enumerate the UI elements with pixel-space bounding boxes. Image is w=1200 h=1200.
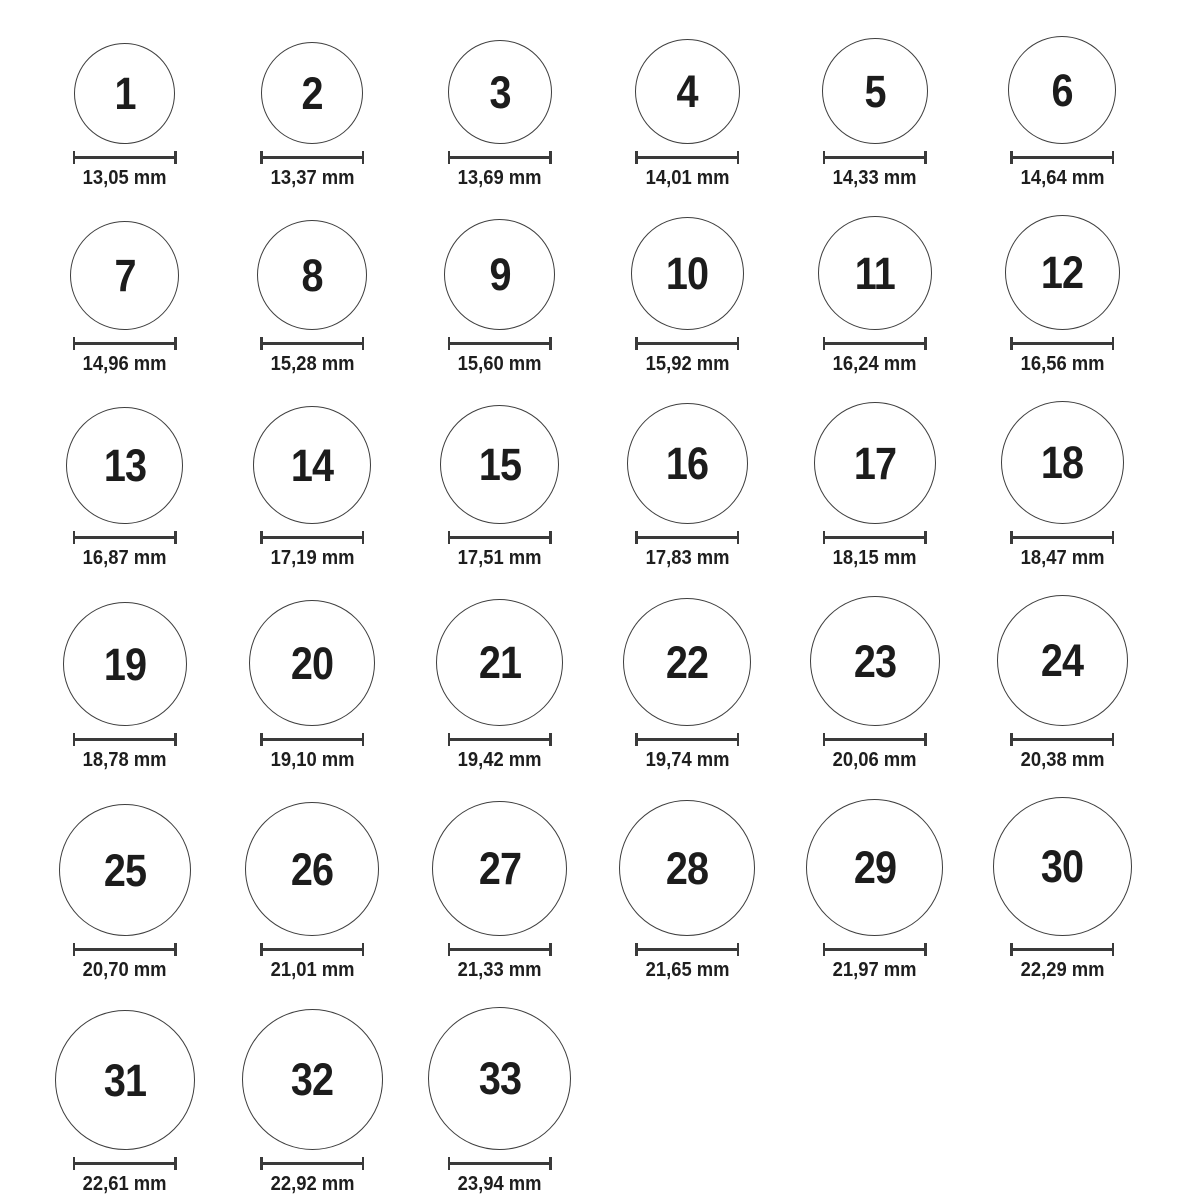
diameter-label: 20,38 mm xyxy=(1020,749,1105,771)
ring-size-number: 25 xyxy=(103,844,146,896)
ring-size-cell xyxy=(969,595,1157,771)
diameter-label: 13,37 mm xyxy=(270,167,355,189)
diameter-label: 22,29 mm xyxy=(1020,959,1105,981)
ring-size-number: 24 xyxy=(1041,635,1084,686)
ring-size-number: 15 xyxy=(478,439,521,490)
ring-size-cell xyxy=(219,406,407,569)
ring-size-number: 5 xyxy=(864,65,886,117)
measure-bar xyxy=(448,156,552,159)
ring-circle xyxy=(257,220,367,330)
ring-size-cell xyxy=(219,42,407,189)
measure-tick-left xyxy=(635,151,638,164)
measure-tick-right xyxy=(924,733,927,746)
diameter-label: 15,60 mm xyxy=(457,353,542,375)
ring-size-number: 12 xyxy=(1041,247,1084,298)
ring-size-cell xyxy=(406,40,594,189)
ring-size-number: 4 xyxy=(676,66,698,117)
ring-size-number: 7 xyxy=(114,250,136,301)
ring-size-cell xyxy=(31,1010,219,1195)
ring-circle xyxy=(1008,36,1116,144)
ring-size-cell xyxy=(781,402,969,569)
ring-size-number: 2 xyxy=(301,67,323,119)
ring-size-number: 22 xyxy=(666,636,709,688)
ring-size-cell xyxy=(31,221,219,375)
diameter-measure-line xyxy=(260,337,364,350)
measure-tick-right xyxy=(174,733,177,746)
ring-size-cell xyxy=(594,800,782,981)
diameter-measure-line xyxy=(635,151,739,164)
measure-tick-right xyxy=(362,151,365,164)
diameter-label: 18,15 mm xyxy=(832,547,917,569)
ring-circle xyxy=(448,40,552,144)
measure-tick-left xyxy=(635,733,638,746)
ring-size-number: 32 xyxy=(291,1054,334,1105)
ring-circle xyxy=(993,797,1132,936)
ring-circle xyxy=(63,602,187,726)
measure-tick-right xyxy=(549,733,552,746)
ring-size-cell xyxy=(594,217,782,375)
measure-tick-left xyxy=(260,531,263,544)
measure-bar xyxy=(1010,342,1114,345)
diameter-measure-line xyxy=(1010,337,1114,350)
diameter-label: 20,06 mm xyxy=(832,749,917,771)
chart-row xyxy=(31,36,1200,189)
ring-circle xyxy=(66,407,183,524)
measure-tick-right xyxy=(737,943,740,956)
ring-circle xyxy=(428,1007,571,1150)
ring-circle xyxy=(70,221,179,330)
measure-bar xyxy=(260,342,364,345)
diameter-label: 17,51 mm xyxy=(457,547,542,569)
diameter-measure-line xyxy=(823,943,927,956)
measure-tick-right xyxy=(1112,151,1115,164)
measure-bar xyxy=(1010,156,1114,159)
diameter-measure-line xyxy=(73,531,177,544)
diameter-label: 13,05 mm xyxy=(82,167,167,189)
measure-tick-left xyxy=(73,733,76,746)
measure-tick-left xyxy=(1010,531,1013,544)
measure-bar xyxy=(73,738,177,741)
measure-tick-left xyxy=(823,531,826,544)
ring-size-cell xyxy=(406,599,594,771)
measure-bar xyxy=(448,536,552,539)
measure-tick-right xyxy=(362,531,365,544)
diameter-measure-line xyxy=(260,943,364,956)
diameter-measure-line xyxy=(823,151,927,164)
measure-bar xyxy=(823,738,927,741)
measure-tick-right xyxy=(1112,531,1115,544)
measure-tick-left xyxy=(1010,943,1013,956)
diameter-measure-line xyxy=(448,733,552,746)
ring-circle xyxy=(818,216,932,330)
ring-circle xyxy=(623,598,751,726)
diameter-label: 21,65 mm xyxy=(645,959,730,981)
measure-tick-left xyxy=(448,1157,451,1170)
measure-tick-right xyxy=(362,943,365,956)
ring-circle xyxy=(444,219,555,330)
ring-circle xyxy=(253,406,371,524)
measure-tick-right xyxy=(737,151,740,164)
diameter-label: 23,94 mm xyxy=(457,1173,542,1195)
ring-size-number: 6 xyxy=(1051,64,1073,116)
ring-size-cell xyxy=(219,1009,407,1195)
measure-bar xyxy=(73,536,177,539)
measure-tick-right xyxy=(174,1157,177,1170)
ring-circle xyxy=(810,596,940,726)
diameter-label: 20,70 mm xyxy=(82,959,167,981)
measure-bar xyxy=(448,738,552,741)
measure-bar xyxy=(260,156,364,159)
measure-tick-left xyxy=(73,943,76,956)
ring-circle xyxy=(635,39,740,144)
ring-circle xyxy=(74,43,175,144)
measure-tick-right xyxy=(924,151,927,164)
measure-bar xyxy=(823,342,927,345)
ring-size-number: 11 xyxy=(854,247,895,299)
diameter-measure-line xyxy=(823,531,927,544)
diameter-measure-line xyxy=(260,531,364,544)
ring-size-number: 29 xyxy=(853,842,896,893)
ring-circle xyxy=(814,402,936,524)
measure-tick-left xyxy=(823,943,826,956)
measure-tick-right xyxy=(924,531,927,544)
diameter-measure-line xyxy=(73,733,177,746)
measure-bar xyxy=(448,342,552,345)
diameter-measure-line xyxy=(73,151,177,164)
diameter-label: 19,42 mm xyxy=(457,749,542,771)
measure-tick-right xyxy=(737,337,740,350)
diameter-measure-line xyxy=(635,943,739,956)
diameter-measure-line xyxy=(260,1157,364,1170)
ring-size-cell xyxy=(219,220,407,375)
measure-tick-right xyxy=(1112,733,1115,746)
chart-row xyxy=(31,1007,1200,1195)
ring-circle xyxy=(440,405,559,524)
measure-bar xyxy=(260,536,364,539)
measure-tick-right xyxy=(362,337,365,350)
measure-tick-left xyxy=(73,337,76,350)
diameter-label: 16,56 mm xyxy=(1020,353,1105,375)
diameter-label: 22,92 mm xyxy=(270,1173,355,1195)
measure-tick-left xyxy=(635,943,638,956)
ring-size-cell xyxy=(781,38,969,189)
measure-tick-right xyxy=(549,337,552,350)
ring-circle xyxy=(261,42,363,144)
ring-size-number: 16 xyxy=(666,438,709,489)
diameter-label: 21,97 mm xyxy=(832,959,917,981)
measure-bar xyxy=(1010,948,1114,951)
measure-bar xyxy=(260,948,364,951)
ring-size-number: 21 xyxy=(478,637,521,688)
ring-size-number: 28 xyxy=(666,842,709,894)
diameter-measure-line xyxy=(448,151,552,164)
ring-size-cell xyxy=(594,403,782,569)
diameter-measure-line xyxy=(448,337,552,350)
diameter-label: 14,33 mm xyxy=(832,167,917,189)
ring-size-number: 17 xyxy=(853,437,896,489)
measure-tick-left xyxy=(448,531,451,544)
ring-circle xyxy=(55,1010,195,1150)
ring-size-cell xyxy=(31,43,219,189)
measure-bar xyxy=(260,1162,364,1165)
ring-size-cell xyxy=(219,802,407,981)
measure-bar xyxy=(635,948,739,951)
measure-bar xyxy=(635,156,739,159)
measure-tick-right xyxy=(362,733,365,746)
measure-tick-left xyxy=(1010,151,1013,164)
measure-bar xyxy=(448,948,552,951)
diameter-measure-line xyxy=(73,943,177,956)
measure-tick-right xyxy=(549,943,552,956)
ring-size-number: 27 xyxy=(478,843,521,894)
measure-bar xyxy=(1010,536,1114,539)
diameter-label: 17,83 mm xyxy=(645,547,730,569)
diameter-label: 14,64 mm xyxy=(1020,167,1105,189)
measure-bar xyxy=(823,156,927,159)
ring-size-cell xyxy=(406,1007,594,1195)
ring-circle xyxy=(249,600,375,726)
measure-tick-left xyxy=(823,337,826,350)
measure-tick-right xyxy=(924,943,927,956)
ring-size-cell xyxy=(406,219,594,375)
measure-bar xyxy=(1010,738,1114,741)
diameter-measure-line xyxy=(73,1157,177,1170)
measure-bar xyxy=(260,738,364,741)
measure-tick-left xyxy=(260,151,263,164)
measure-tick-right xyxy=(549,1157,552,1170)
measure-tick-right xyxy=(737,531,740,544)
ring-size-cell xyxy=(969,797,1157,981)
ring-size-cell xyxy=(31,407,219,569)
diameter-label: 16,24 mm xyxy=(832,353,917,375)
ring-size-cell xyxy=(219,600,407,771)
diameter-measure-line xyxy=(635,531,739,544)
ring-size-number: 13 xyxy=(103,440,146,491)
ring-size-number: 18 xyxy=(1041,437,1084,488)
measure-bar xyxy=(73,156,177,159)
diameter-label: 19,74 mm xyxy=(645,749,730,771)
diameter-measure-line xyxy=(1010,943,1114,956)
ring-size-cell xyxy=(781,596,969,771)
ring-circle xyxy=(245,802,379,936)
ring-size-cell xyxy=(969,36,1157,189)
measure-tick-right xyxy=(1112,943,1115,956)
ring-size-cell xyxy=(781,799,969,981)
measure-tick-right xyxy=(174,531,177,544)
measure-tick-right xyxy=(174,151,177,164)
diameter-measure-line xyxy=(260,151,364,164)
measure-bar xyxy=(448,1162,552,1165)
ring-size-number: 30 xyxy=(1041,841,1084,892)
measure-bar xyxy=(823,948,927,951)
measure-tick-left xyxy=(448,337,451,350)
ring-size-number: 10 xyxy=(666,248,709,299)
diameter-measure-line xyxy=(448,1157,552,1170)
diameter-label: 13,69 mm xyxy=(457,167,542,189)
ring-circle xyxy=(436,599,563,726)
ring-size-cell xyxy=(969,401,1157,569)
measure-tick-right xyxy=(362,1157,365,1170)
ring-circle xyxy=(1005,215,1120,330)
ring-size-number: 3 xyxy=(489,66,511,118)
diameter-measure-line xyxy=(635,733,739,746)
chart-row xyxy=(31,595,1200,771)
measure-tick-left xyxy=(73,151,76,164)
measure-tick-left xyxy=(448,943,451,956)
ring-size-cell xyxy=(31,804,219,981)
diameter-label: 17,19 mm xyxy=(270,547,355,569)
diameter-label: 22,61 mm xyxy=(82,1173,167,1195)
measure-tick-left xyxy=(73,531,76,544)
diameter-measure-line xyxy=(1010,531,1114,544)
measure-tick-right xyxy=(1112,337,1115,350)
diameter-label: 18,78 mm xyxy=(82,749,167,771)
ring-circle xyxy=(432,801,567,936)
measure-tick-right xyxy=(174,337,177,350)
ring-size-number: 26 xyxy=(291,843,334,895)
ring-circle xyxy=(822,38,928,144)
ring-circle xyxy=(59,804,191,936)
measure-tick-left xyxy=(635,531,638,544)
diameter-measure-line xyxy=(635,337,739,350)
measure-bar xyxy=(635,536,739,539)
ring-size-number: 33 xyxy=(478,1053,521,1104)
ring-size-cell xyxy=(406,405,594,569)
measure-bar xyxy=(823,536,927,539)
measure-tick-right xyxy=(549,531,552,544)
measure-tick-left xyxy=(823,733,826,746)
diameter-measure-line xyxy=(260,733,364,746)
diameter-measure-line xyxy=(1010,151,1114,164)
diameter-measure-line xyxy=(1010,733,1114,746)
measure-tick-right xyxy=(737,733,740,746)
measure-tick-left xyxy=(635,337,638,350)
measure-bar xyxy=(73,1162,177,1165)
measure-tick-left xyxy=(1010,337,1013,350)
measure-tick-left xyxy=(448,733,451,746)
measure-tick-left xyxy=(260,1157,263,1170)
ring-circle xyxy=(627,403,748,524)
diameter-label: 14,01 mm xyxy=(645,167,730,189)
measure-bar xyxy=(635,342,739,345)
ring-size-cell xyxy=(781,216,969,375)
chart-row xyxy=(31,797,1200,981)
diameter-label: 14,96 mm xyxy=(82,353,167,375)
diameter-label: 21,33 mm xyxy=(457,959,542,981)
diameter-measure-line xyxy=(448,943,552,956)
ring-circle xyxy=(631,217,744,330)
diameter-measure-line xyxy=(823,337,927,350)
ring-size-cell xyxy=(31,602,219,771)
diameter-label: 18,47 mm xyxy=(1020,547,1105,569)
diameter-measure-line xyxy=(448,531,552,544)
ring-size-cell xyxy=(969,215,1157,375)
ring-size-cell xyxy=(594,598,782,771)
measure-tick-left xyxy=(260,337,263,350)
measure-tick-right xyxy=(174,943,177,956)
measure-tick-right xyxy=(924,337,927,350)
measure-tick-right xyxy=(549,151,552,164)
diameter-label: 15,28 mm xyxy=(270,353,355,375)
diameter-measure-line xyxy=(73,337,177,350)
diameter-measure-line xyxy=(823,733,927,746)
ring-size-cell xyxy=(594,39,782,189)
ring-size-number: 23 xyxy=(853,635,896,687)
ring-size-number: 8 xyxy=(301,249,323,301)
ring-size-number: 19 xyxy=(103,638,146,690)
measure-tick-left xyxy=(1010,733,1013,746)
ring-size-number: 1 xyxy=(114,68,136,119)
measure-tick-left xyxy=(73,1157,76,1170)
ring-size-number: 14 xyxy=(291,439,334,491)
diameter-label: 21,01 mm xyxy=(270,959,355,981)
ring-size-cell xyxy=(406,801,594,981)
diameter-label: 15,92 mm xyxy=(645,353,730,375)
diameter-label: 16,87 mm xyxy=(82,547,167,569)
ring-size-number: 31 xyxy=(103,1054,146,1106)
measure-bar xyxy=(73,948,177,951)
chart-row xyxy=(31,215,1200,375)
ring-circle xyxy=(806,799,943,936)
ring-size-number: 9 xyxy=(489,249,511,300)
measure-bar xyxy=(635,738,739,741)
measure-bar xyxy=(73,342,177,345)
measure-tick-left xyxy=(260,733,263,746)
ring-circle xyxy=(619,800,755,936)
ring-circle xyxy=(997,595,1128,726)
measure-tick-left xyxy=(448,151,451,164)
measure-tick-left xyxy=(260,943,263,956)
ring-size-number: 20 xyxy=(291,637,334,689)
chart-row xyxy=(31,401,1200,569)
diameter-label: 19,10 mm xyxy=(270,749,355,771)
measure-tick-left xyxy=(823,151,826,164)
ring-circle xyxy=(1001,401,1124,524)
ring-circle xyxy=(242,1009,383,1150)
